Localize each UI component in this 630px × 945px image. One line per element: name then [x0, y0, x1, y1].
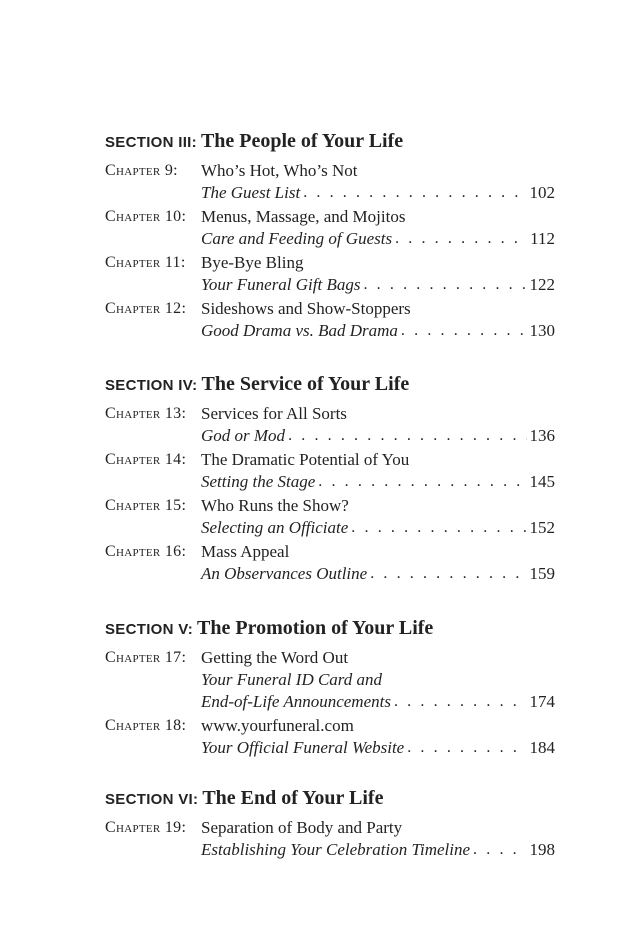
section-6 — [105, 781, 555, 861]
chapter-label: Chapter 18: — [105, 717, 187, 734]
chapter-entry — [105, 252, 555, 296]
chapter-subtitle: Good Drama vs. Bad Drama — [201, 321, 398, 340]
page-number: 122 — [529, 275, 555, 294]
chapter-label: Chapter 19: — [105, 819, 187, 836]
chapter-entry — [105, 160, 555, 204]
page-number: 112 — [530, 229, 555, 248]
chapter-label: Chapter 11: — [105, 254, 186, 271]
chapter-title: Services for All Sorts — [201, 404, 347, 423]
section-heading — [105, 781, 555, 815]
dot-leader — [395, 228, 527, 250]
dot-leader — [318, 471, 526, 493]
page-number: 174 — [529, 692, 555, 711]
chapter-entry — [105, 715, 555, 759]
chapter-entry — [105, 206, 555, 250]
section-title: The People of Your Life — [200, 130, 404, 152]
section-label: SECTION III: — [105, 134, 197, 151]
chapter-subtitle: The Guest List — [201, 183, 301, 202]
chapter-subtitle: Establishing Your Celebration Timeline — [201, 840, 471, 859]
dot-leader — [288, 425, 526, 447]
chapter-entry — [105, 541, 555, 585]
dot-leader — [363, 274, 526, 296]
chapter-label: Chapter 12: — [105, 300, 187, 317]
section-title: The End of Your Life — [202, 787, 384, 809]
chapter-subtitle: Your Official Funeral Website — [201, 738, 405, 757]
chapter-entry — [105, 449, 555, 493]
page-number: 159 — [529, 564, 555, 583]
page-number: 136 — [529, 426, 555, 445]
page-number: 102 — [529, 183, 555, 202]
section-heading — [105, 124, 555, 158]
section-3 — [105, 124, 555, 342]
chapter-label: Chapter 14: — [105, 451, 187, 468]
chapter-title: www.yourfuneral.com — [201, 716, 354, 735]
page-number: 145 — [529, 472, 555, 491]
chapter-title: Menus, Massage, and Mojitos — [201, 207, 406, 226]
chapter-subtitle: Your Funeral ID Card and — [201, 670, 383, 689]
page-number: 184 — [529, 738, 555, 757]
chapter-label: Chapter 17: — [105, 649, 187, 666]
chapter-title: Who Runs the Show? — [201, 496, 349, 515]
chapter-entry — [105, 403, 555, 447]
section-heading — [105, 611, 555, 645]
chapter-title: Separation of Body and Party — [201, 818, 403, 837]
chapter-title: Who’s Hot, Who’s Not — [201, 161, 358, 180]
chapter-title: Sideshows and Show-Stoppers — [201, 299, 411, 318]
chapter-title: Getting the Word Out — [201, 648, 349, 667]
chapter-entry — [105, 495, 555, 539]
chapter-subtitle: Your Funeral Gift Bags — [201, 275, 361, 294]
dot-leader — [401, 320, 527, 342]
chapter-label: Chapter 15: — [105, 497, 187, 514]
chapter-entry — [105, 817, 555, 861]
section-label: SECTION IV: — [105, 377, 198, 394]
page-number: 130 — [529, 321, 555, 340]
chapter-title: The Dramatic Potential of You — [201, 450, 410, 469]
dot-leader — [473, 839, 526, 861]
chapter-subtitle: An Observances Outline — [201, 564, 368, 583]
chapter-label: Chapter 10: — [105, 208, 187, 225]
chapter-entry — [105, 647, 555, 713]
chapter-label: Chapter 16: — [105, 543, 187, 560]
dot-leader — [370, 563, 526, 585]
chapter-title: Bye-Bye Bling — [201, 253, 304, 272]
chapter-subtitle: End-of-Life Announcements — [201, 692, 391, 711]
chapter-entry — [105, 298, 555, 342]
section-5 — [105, 611, 555, 759]
chapter-label: Chapter 9: — [105, 162, 178, 179]
dot-leader — [351, 517, 526, 539]
page-number: 152 — [529, 518, 555, 537]
chapter-subtitle: Care and Feeding of Guests — [201, 229, 393, 248]
chapter-subtitle: Selecting an Officiate — [201, 518, 349, 537]
section-label: SECTION VI: — [105, 791, 199, 808]
dot-leader — [394, 691, 527, 713]
dot-leader — [407, 737, 526, 759]
section-label: SECTION V: — [105, 621, 194, 638]
dot-leader — [303, 182, 526, 204]
section-title: The Service of Your Life — [201, 373, 410, 395]
chapter-subtitle: Setting the Stage — [201, 472, 316, 491]
chapter-label: Chapter 13: — [105, 405, 187, 422]
section-heading — [105, 367, 555, 401]
section-title: The Promotion of Your Life — [197, 617, 434, 639]
chapter-title: Mass Appeal — [201, 542, 290, 561]
chapter-subtitle: God or Mod — [201, 426, 286, 445]
section-4 — [105, 367, 555, 585]
page-number: 198 — [529, 840, 555, 859]
